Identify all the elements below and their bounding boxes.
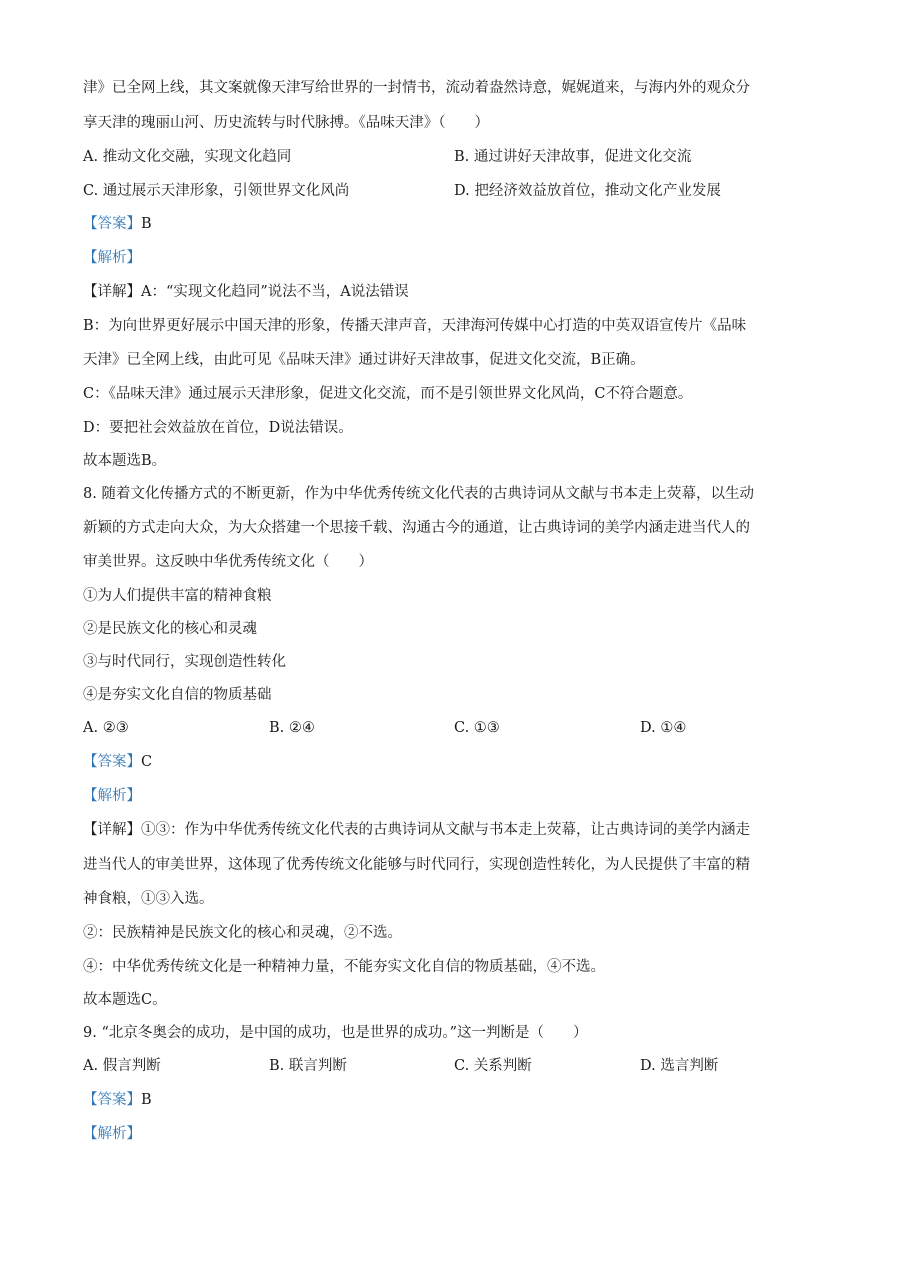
q8-item: ②是民族文化的核心和灵魂: [83, 621, 257, 637]
q8-detail-line: ②：民族精神是民族文化的核心和灵魂，②不选。: [83, 925, 402, 941]
answer-tag: 【答案】: [83, 216, 141, 232]
q9-option-c: C. 关系判断: [454, 1058, 532, 1074]
q7-stem-line: 津》已全网上线，其文案就像天津写给世界的一封情书，流动着盎然诗意，娓娓道来，与海内外的观众分: [83, 80, 750, 96]
q7-answer-line: [83, 214, 839, 234]
q7-option-d: D. 把经济效益放首位，推动文化产业发展: [454, 183, 721, 199]
q7-detail-line: C：《品味天津》通过展示天津形象，促进文化交流，而不是引领世界文化风尚，C不符合题意。: [83, 386, 693, 402]
answer-tag: 【答案】: [83, 754, 141, 770]
q9-analysis-line: [83, 1124, 839, 1144]
q7-detail-line: [83, 282, 839, 302]
q8-detail-line: 进当代人的审美世界，这体现了优秀传统文化能够与时代同行，实现创造性转化，为人民提供了丰富的精: [83, 857, 750, 873]
analysis-tag: 【解析】: [83, 250, 141, 266]
q8-item: ③与时代同行，实现创造性转化: [83, 654, 286, 670]
q9-option-b: B. 联言判断: [269, 1058, 347, 1074]
q7-analysis-line: [83, 248, 839, 268]
q8-option-b: B. ②④: [269, 720, 315, 736]
q8-stem-line: 审美世界。这反映中华优秀传统文化（ ）: [83, 554, 373, 570]
analysis-tag: 【解析】: [83, 1126, 141, 1142]
q7-detail-text: A：“实现文化趋同”说法不当，A说法错误: [141, 284, 409, 300]
q7-option-b: B. 通过讲好天津故事，促进文化交流: [454, 149, 692, 165]
q8-detail-text: ①③：作为中华优秀传统文化代表的古典诗词从文献与书本走上荧幕，让古典诗词的美学内涵走: [141, 822, 750, 838]
q7-option-a: A. 推动文化交融，实现文化趋同: [83, 149, 292, 165]
q8-option-d: D. ①④: [640, 720, 687, 736]
q8-detail-line: [83, 820, 839, 840]
detail-tag: 【详解】: [83, 822, 141, 838]
q7-stem-line: 享天津的瑰丽山河、历史流转与时代脉搏。《品味天津》（ ）: [83, 115, 489, 131]
q8-answer-line: [83, 752, 839, 772]
q7-detail-line: D：要把社会效益放在首位，D说法错误。: [83, 420, 353, 436]
q8-option-a: A. ②③: [83, 720, 129, 736]
analysis-tag: 【解析】: [83, 788, 141, 804]
q8-option-c: C. ①③: [454, 720, 500, 736]
q9-option-a: A. 假言判断: [83, 1058, 161, 1074]
q7-answer: B: [141, 216, 152, 232]
q7-conclusion: 故本题选B。: [83, 453, 167, 469]
q8-item: ④是夯实文化自信的物质基础: [83, 687, 272, 703]
q7-detail-line: B：为向世界更好展示中国天津的形象，传播天津声音，天津海河传媒中心打造的中英双语宣传片《品味: [83, 318, 747, 334]
q8-conclusion: 故本题选C。: [83, 992, 167, 1008]
q9-stem-line: 9. “北京冬奥会的成功，是中国的成功，也是世界的成功。”这一判断是（ ）: [83, 1025, 588, 1041]
q8-answer: C: [141, 754, 153, 770]
q8-stem-line: 新颖的方式走向大众，为大众搭建一个思接千载、沟通古今的通道，让古典诗词的美学内涵走进当代人的: [83, 520, 750, 536]
q8-item: ①为人们提供丰富的精神食粮: [83, 588, 272, 604]
q8-detail-line: ④：中华优秀传统文化是一种精神力量，不能夯实文化自信的物质基础，④不选。: [83, 959, 605, 975]
answer-tag: 【答案】: [83, 1092, 141, 1108]
q9-answer: B: [141, 1092, 152, 1108]
q9-option-d: D. 选言判断: [640, 1058, 719, 1074]
q8-analysis-line: [83, 786, 839, 806]
q8-detail-line: 神食粮，①③入选。: [83, 891, 214, 907]
q7-detail-line: 天津》已全网上线，由此可见《品味天津》通过讲好天津故事，促进文化交流，B正确。: [83, 352, 645, 368]
detail-tag: 【详解】: [83, 284, 141, 300]
q9-answer-line: [83, 1090, 839, 1110]
q8-stem-line: 8. 随着文化传播方式的不断更新，作为中华优秀传统文化代表的古典诗词从文献与书本走上荧幕，以生动: [83, 486, 754, 502]
q7-option-c: C. 通过展示天津形象，引领世界文化风尚: [83, 183, 350, 199]
